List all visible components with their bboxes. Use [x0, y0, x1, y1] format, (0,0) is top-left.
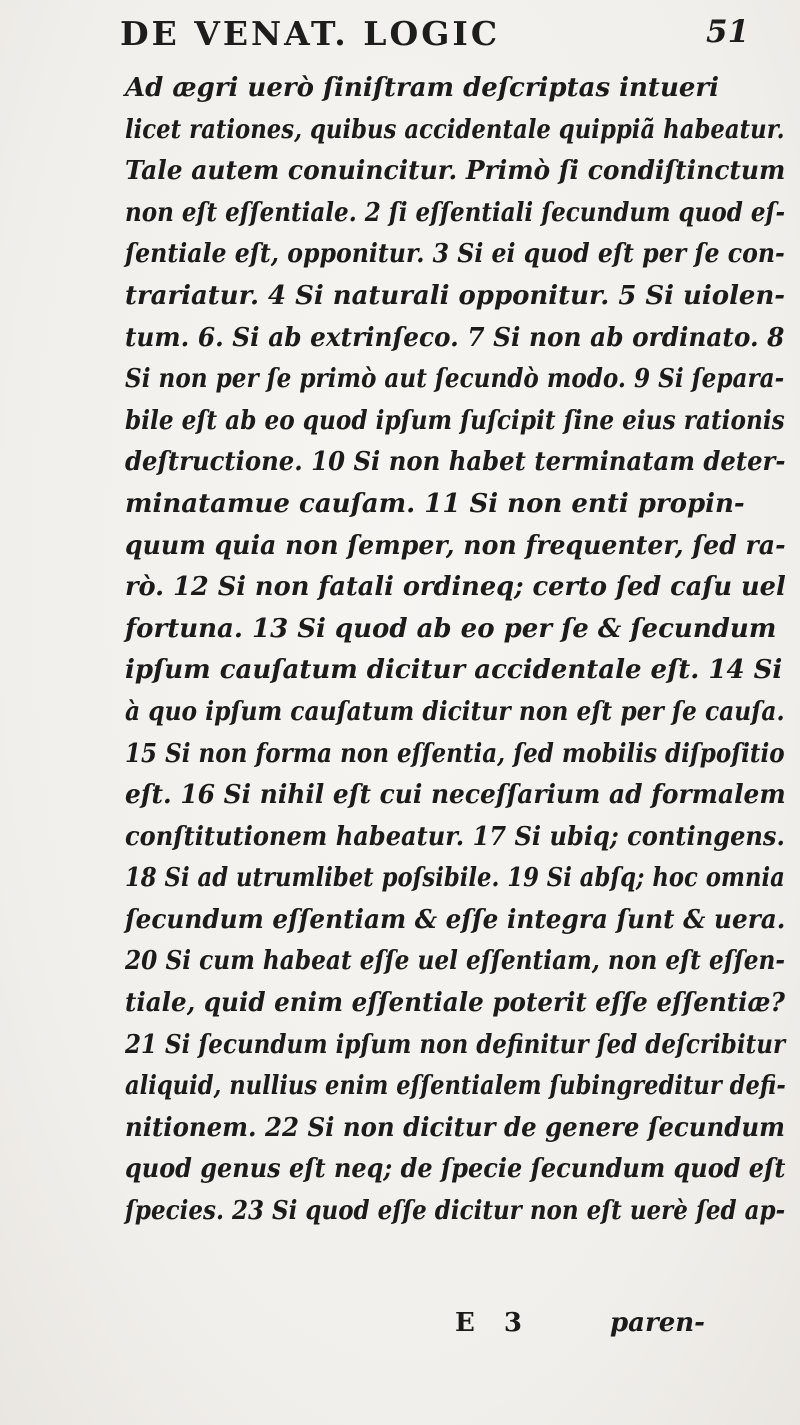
text-line: conſtitutionem habeatur. 17 Si ubiq; contingens.	[125, 821, 785, 852]
text-line: tum. 6. Si ab extrinſeco. 7 Si non ab ordinato. 8	[125, 322, 785, 353]
text-line: minatamue cauſam. 11 Si non enti propin-	[125, 488, 745, 519]
text-line: licet rationes, quibus accidentale quippiã habeatur.	[125, 114, 785, 145]
text-line: Tale autem conuincitur. Primò ſi condiſtinctum	[125, 156, 786, 187]
text-line: trariatur. 4 Si naturali opponitur. 5 Si uiolen-	[125, 280, 786, 311]
text-line: à quo ipſum cauſatum dicitur non eſt per ſe cauſa.	[125, 696, 785, 727]
text-line: Ad ægri uerò ſiniſtram deſcriptas intueri	[125, 73, 719, 103]
running-head	[0, 10, 800, 60]
text-line: nitionem. 22 Si non dicitur de genere ſecundum	[125, 1112, 785, 1143]
text-line: aliquid, nullius enim eſſentialem ſubingreditur defi-	[125, 1071, 786, 1102]
text-line: rò. 12 Si non fatali ordineq; certo ſed caſu uel	[125, 572, 786, 603]
text-line: quum quia non ſemper, non frequenter, ſed ra-	[125, 530, 786, 561]
text-line: ipſum cauſatum dicitur accidentale eſt. 14 Si	[125, 655, 783, 686]
text-line: ſentiale eſt, opponitur. 3 Si ei quod eſt per ſe con-	[125, 239, 785, 270]
text-line: 15 Si non forma non eſſentia, ſed mobilis diſpoſitio	[125, 738, 785, 769]
page-footer	[0, 1308, 800, 1352]
catchword: paren-	[610, 1308, 705, 1338]
text-line: non eſt eſſentiale. 2 ſi eſſentiali ſecundum quod eſ-	[125, 197, 786, 228]
text-line: 20 Si cum habeat eſſe uel eſſentiam, non eſt eſſen-	[125, 946, 786, 977]
page-number: 51	[706, 14, 750, 50]
text-line: eſt. 16 Si nihil eſt cui neceſſarium ad formalem	[125, 780, 786, 811]
text-line: tiale, quid enim eſſentiale poterit eſſe eſſentiæ?	[125, 988, 785, 1019]
body-text	[125, 68, 785, 1233]
text-line: 21 Si ſecundum ipſum non definitur ſed deſcribitur	[125, 1029, 786, 1060]
text-line: 18 Si ad utrumlibet poſsibile. 19 Si abſq; hoc omnia	[125, 863, 785, 894]
text-line: bile eſt ab eo quod ipſum ſuſcipit ſine eius rationis	[125, 405, 785, 436]
text-line: ſecundum eſſentiam & eſſe integra ſunt & uera.	[125, 904, 786, 935]
text-line: deſtructione. 10 Si non habet terminatam deter-	[125, 447, 786, 478]
text-line: ſpecies. 23 Si quod eſſe dicitur non eſt uerè ſed ap-	[125, 1196, 786, 1227]
text-line: fortuna. 13 Si quod ab eo per ſe & ſecundum	[125, 613, 777, 644]
text-line: Si non per ſe primò aut ſecundò modo. 9 Si ſepara-	[125, 364, 785, 395]
text-line: quod genus eſt neq; de ſpecie ſecundum quod eſt	[125, 1154, 786, 1185]
running-title: DE VENAT. LOGIC	[120, 14, 501, 53]
signature-mark: E 3	[455, 1308, 532, 1338]
